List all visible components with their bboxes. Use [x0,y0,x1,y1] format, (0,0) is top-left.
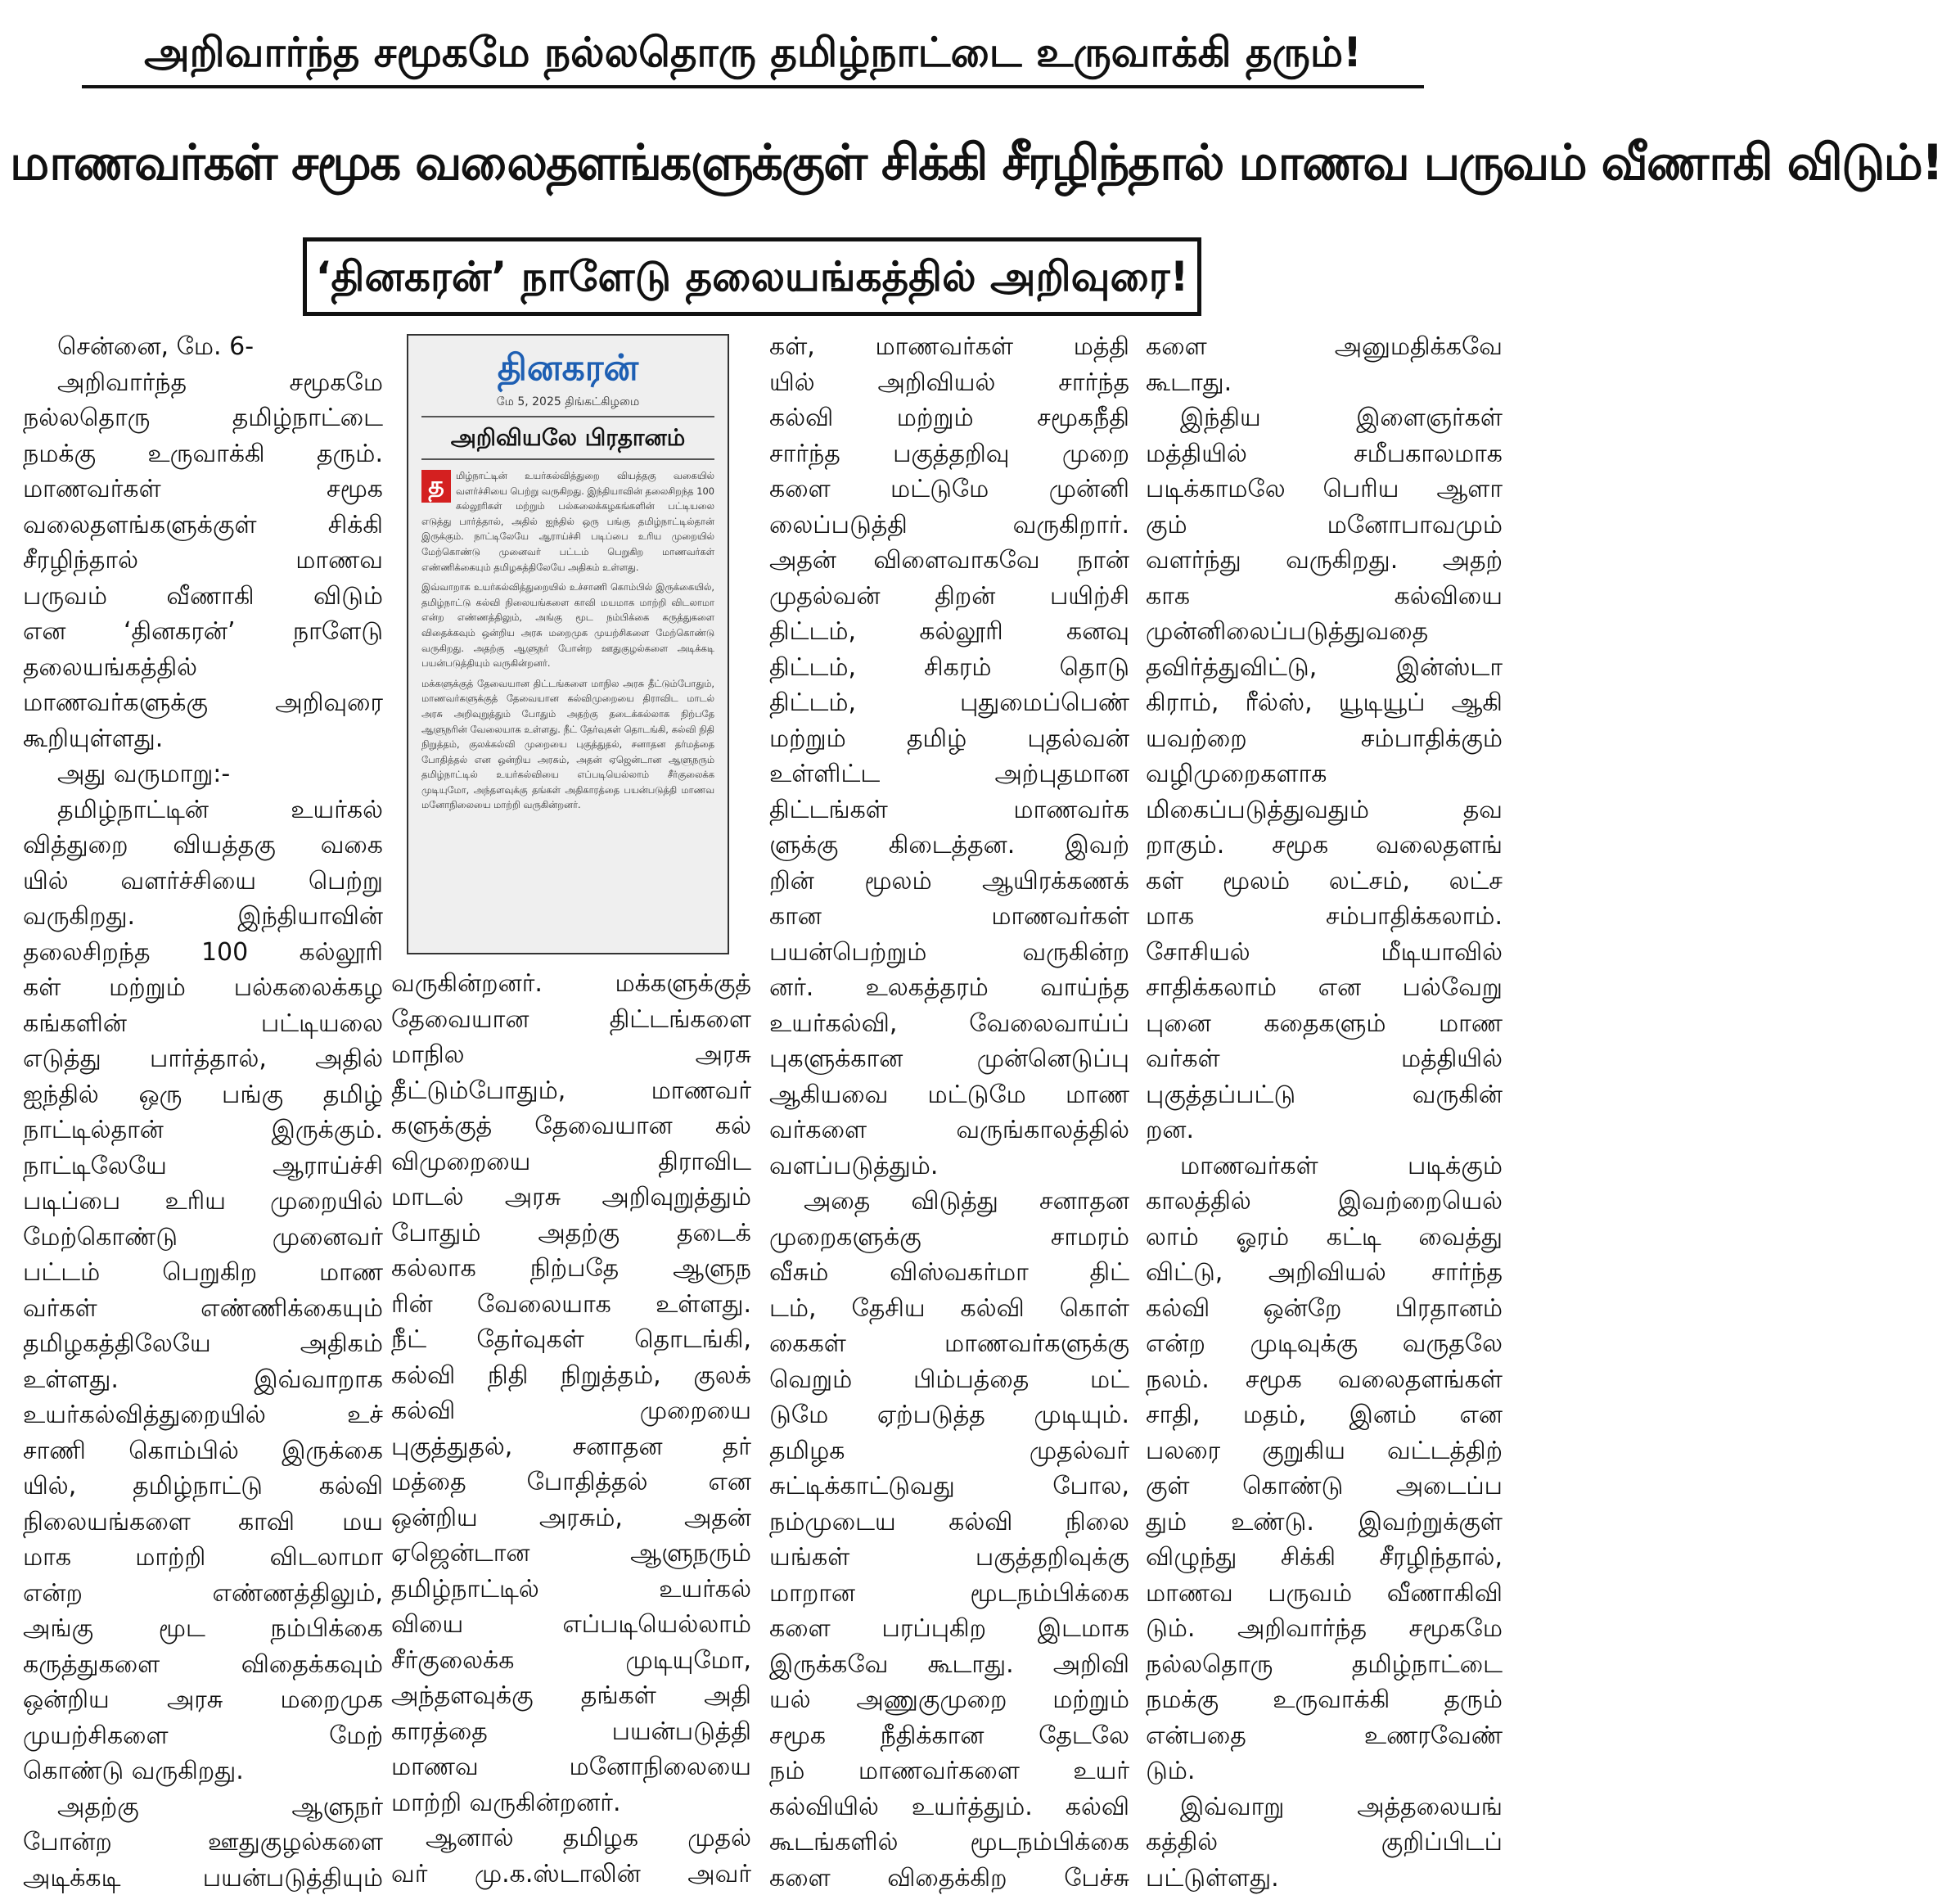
article-line: சமூக நீதிக்கான தேடலே [769,1721,1129,1750]
article-line: வித்துறை வியத்தகு வகை [23,831,383,860]
article-line: திட்டம், புதுமைப்பெண் [769,688,1129,717]
kicker-underline [82,85,1424,88]
editorial-paragraph: இவ்வாறாக உயர்கல்வித்துறையில் உச்சாணி கொம்பில் இருக்கையில், தமிழ்நாட்டு கல்வி நிலையங்களை காவி மயமாக மாற்றி விடலாமா என்ற எண்ணத்திலும், அங்கு மூட நம்பிக்கை கருத்துகளை விதைக்கவும் ஒன்றிய அரசு மறைமுக முயற்சிகளை மேற்கொண்டு வருகிறது. அதற்கு ஆளுநர் போன்ற ஊதுகுழல்களை அடிக்கடி பயன்படுத்தியும் வருகின்றனர். [421,581,714,670]
article-line: வர் மு.க.ஸ்டாலின் அவர் [391,1859,751,1888]
article-line: போதும் அதற்கு தடைக் [391,1218,751,1248]
article-line: தும் உண்டு. இவற்றுக்குள் [1146,1507,1503,1536]
article-line: கல்வி முறையை [391,1396,751,1425]
article-line: நலம். சமூக வலைதளங்கள் [1146,1365,1503,1394]
article-line: யல் அணுகுமுறை மற்றும் [769,1685,1129,1714]
article-line: கல்வி ஒன்றே பிரதானம் [1146,1293,1503,1323]
article-line: சீரழிந்தால் மாணவ [23,546,383,575]
article-column-3 [769,329,1129,1893]
editorial-clipping [407,334,729,954]
article-line: ஏஜென்டான ஆளுநரும் [391,1539,751,1568]
article-line: களை அனுமதிக்கவே [1146,332,1503,361]
article-line: போன்ற ஊதுகுழல்களை [23,1828,383,1857]
article-line: திட்டம், சிகரம் தொடு [769,652,1129,682]
article-line: அறிவார்ந்த சமூகமே [57,368,383,397]
article-line: கான மாணவர்கள் [769,902,1129,931]
article-line: கல்வி மற்றும் சமூகநீதி [769,404,1129,432]
article-line: வளர்ந்து வருகிறது. அதற் [1146,546,1503,575]
article-line: என்பதை உணரவேண் [1146,1721,1503,1750]
article-line: யங்கள் பகுத்தறிவுக்கு [769,1543,1129,1572]
article-line: கும் மனோபாவமும் [1146,510,1503,539]
article-line: நம் மாணவர்களை உயர் [769,1757,1129,1785]
article-line: உள்ளிட்ட அற்புதமான [769,760,1129,788]
article-line: ரின் வேலையாக உள்ளது. [391,1289,751,1319]
article-line: பருவம் வீணாகி விடும் [23,581,383,611]
main-headline: மாணவர்கள் சமூக வலைதளங்களுக்குள் சிக்கி சீரழிந்தால் மாணவ பருவம் வீணாகி விடும்! [10,134,1942,192]
article-line: களை விதைக்கிற பேச்சு [769,1863,1129,1893]
article-line: இருக்கவே கூடாது. அறிவி [769,1649,1129,1679]
article-line: உள்ளது. இவ்வாறாக [23,1365,383,1394]
article-line: ஒன்றிய அரசும், அதன் [391,1503,751,1532]
article-line: அங்கு மூட நம்பிக்கை [23,1614,383,1643]
article-line: நாட்டில்தான் இருக்கும். [23,1116,383,1144]
article-line: கருத்துகளை விதைக்கவும் [23,1649,383,1679]
article-line: வியை எப்படியெல்லாம் [391,1610,751,1639]
article-line: மிகைப்படுத்துவதும் தவ [1146,795,1503,824]
article-column-2 [391,966,751,1888]
article-line: பட்டம் பெறுகிற மாண [23,1258,383,1287]
article-line: சென்னை, மே. 6- [57,332,255,361]
article-line: லைப்படுத்தி வருகிறார். [769,510,1129,539]
article-line: ளுக்கு கிடைத்தன. இவற் [769,831,1129,860]
article-line: படிக்காமலே பெரிய ஆளா [1146,475,1503,503]
article-line: கல்வியில் உயர்த்தும். கல்வி [769,1792,1129,1821]
article-line: நிலையங்களை காவி மய [23,1507,383,1536]
article-line: மத்தை போதித்தல் என [391,1468,751,1496]
article-line: குள் கொண்டு அடைப்ப [1146,1472,1503,1500]
article-line: சுட்டிக்காட்டுவது போல, [769,1472,1129,1500]
article-line: மாணவ மனோநிலையை [391,1753,751,1781]
dropcap-letter: த [421,470,451,503]
article-line: டும். [1146,1757,1196,1785]
article-line: தேவையான திட்டங்களை [391,1004,751,1034]
article-line: கங்களின் பட்டியலை [23,1008,383,1038]
article-line: பட்டுள்ளது. [1146,1863,1279,1893]
article-line: டுமே ஏற்படுத்த முடியும். [769,1401,1129,1429]
article-line: வலைதளங்களுக்குள் சிக்கி [23,510,383,539]
article-line: லாம் ஓரம் கட்டி வைத்து [1146,1222,1503,1252]
article-line: தலைசிறந்த 100 கல்லூரி [23,937,383,967]
article-line: வளப்படுத்தும். [769,1151,939,1180]
article-line: விட்டு, அறிவியல் சார்ந்த [1146,1258,1503,1287]
editorial-body [421,468,714,813]
article-line: சீர்குலைக்க முடியுமோ, [391,1645,751,1675]
article-line: ஆனால் தமிழக முதல் [426,1824,751,1852]
article-line: தலையங்கத்தில் [23,652,198,682]
article-line: நல்லதொரு தமிழ்நாட்டை [23,404,383,432]
kicker-headline: அறிவார்ந்த சமூகமே நல்லதொரு தமிழ்நாட்டை உருவாக்கி தரும்! [144,29,1362,76]
article-line: நாட்டிலேயே ஆராய்ச்சி [23,1151,383,1180]
article-line: களை பரப்புகிற இடமாக [769,1614,1129,1643]
article-line: காக கல்வியை [1146,581,1503,611]
article-line: நீட் தேர்வுகள் தொடங்கி, [391,1325,751,1354]
article-line: நமக்கு உருவாக்கி தரும். [23,439,383,468]
article-line: மாணவர்கள் படிக்கும் [1180,1151,1503,1180]
article-line: சோசியல் மீடியாவில் [1146,937,1503,967]
article-line: தீட்டும்போதும், மாணவர் [391,1076,751,1105]
article-line: திட்டம், கல்லூரி கனவு [769,617,1129,646]
article-line: மாணவர்களுக்கு அறிவுரை [23,688,383,717]
article-line: மாணவ பருவம் வீணாகிவி [1146,1578,1503,1608]
article-line: முயற்சிகளை மேற் [23,1721,383,1750]
article-column-4 [1146,329,1503,1893]
article-line: னர். உலகத்தரம் வாய்ந்த [769,973,1129,1002]
article-line: வர்கள் எண்ணிக்கையும் [23,1293,383,1323]
article-line: மத்தியில் சமீபகாலமாக [1146,439,1503,468]
article-line: கல்லாக நிற்பதே ஆளுந [391,1254,751,1283]
article-line: கூடங்களில் மூடநம்பிக்கை [769,1828,1129,1857]
article-line: நமக்கு உருவாக்கி தரும் [1146,1685,1503,1714]
article-line: படிப்பை உரிய முறையில் [23,1187,383,1216]
article-line: மாடல் அரசு அறிவுறுத்தும் [391,1183,751,1211]
article-line: மாறான மூடநம்பிக்கை [769,1578,1129,1608]
article-line: களுக்குத் தேவையான கல் [391,1112,751,1140]
article-line: கத்தில் குறிப்பிடப் [1146,1828,1503,1857]
article-line: றாகும். சமூக வலைதளங் [1146,831,1503,860]
article-line: அதை விடுத்து சனாதன [804,1187,1129,1216]
editorial-paragraph [421,468,714,575]
article-line: முதல்வன் திறன் பயிற்சி [769,581,1129,611]
article-line: மாற்றி வருகின்றனர். [391,1788,621,1817]
article-line: மாக மாற்றி விடலாமா [23,1543,383,1572]
article-line: கள் மூலம் லட்சம், லட்ச [1146,866,1503,896]
article-line: முறைகளுக்கு சாமரம் [769,1222,1129,1252]
article-line: கூறியுள்ளது. [23,724,164,753]
article-line: வருகிறது. இந்தியாவின் [23,902,383,931]
article-line: தவிர்த்துவிட்டு, இன்ஸ்டா [1146,652,1503,682]
article-line: கூடாது. [1146,368,1232,397]
article-line: சாதிக்கலாம் என பல்வேறு [1146,973,1503,1002]
editorial-paragraph: மக்களுக்குத் தேவையான திட்டங்களை மாநில அரசு தீட்டும்போதும், மாணவர்களுக்குத் தேவையான கல்விமுறையை திராவிட மாடல் அரசு அறிவுறுத்தும் போதும் அதற்கு தடைக்கல்லாக நிற்பதே ஆளுநரின் வேலையாக உள்ளது. நீட் தேர்வுகள் தொடங்கி, கல்வி நிதி நிறுத்தம், குலக்கல்வி முறையை புகுத்துதல், சனாதன தர்மத்தை போதித்தல் என ஒன்றிய அரசும், அதன் ஏஜென்டான ஆளுநரும் தமிழ்நாட்டில் உயர்கல்வியை எப்படியெல்லாம் சீர்குலைக்க முடியுமோ, அந்தளவுக்கு தங்கள் அதிகாரத்தை பயன்படுத்தி மாணவ மனோநிலையை மாற்றி வருகின்றனர். [421,677,714,811]
article-line: வீசும் விஸ்வகர்மா திட் [769,1258,1129,1287]
article-line: வர்களை வருங்காலத்தில் [769,1116,1129,1144]
article-line: சாணி கொம்பில் இருக்கை [23,1436,383,1465]
editorial-title: அறிவியலே பிரதானம் [421,416,714,460]
article-line: இந்திய இளைஞர்கள் [1180,404,1503,432]
article-line: டம், தேசிய கல்வி கொள் [769,1293,1129,1323]
subheadline-box: ‘தினகரன்’ நாளேடு தலையங்கத்தில் அறிவுரை! [303,237,1201,316]
article-line: கல்வி நிதி நிறுத்தம், குலக் [391,1360,751,1390]
article-line: முன்னிலைப்படுத்துவதை [1146,617,1429,646]
article-line: கிராம், ரீல்ஸ், யூடியூப் ஆகி [1146,688,1503,717]
newspaper-logo: தினகரன் [497,347,639,389]
article-line: என ‘தினகரன்’ நாளேடு [23,617,383,646]
article-line: மாணவர்கள் சமூக [23,475,383,503]
article-line: மேற்கொண்டு முனைவர் [23,1222,383,1252]
article-line: பலரை குறுகிய வட்டத்திற் [1146,1436,1503,1465]
article-line: கொண்டு வருகிறது. [23,1757,244,1785]
article-column-1 [23,329,383,1893]
article-line: அதன் விளைவாகவே நான் [769,546,1129,575]
article-line: யில் வளர்ச்சியை பெற்று [23,866,383,896]
article-line: யில் அறிவியல் சார்ந்த [769,368,1129,397]
article-line: விமுறையை திராவிட [391,1147,751,1176]
article-line: சார்ந்த பகுத்தறிவு முறை [769,439,1129,468]
article-line: உயர்கல்வித்துறையில் உச் [23,1401,383,1429]
article-line: தமிழக முதல்வர் [769,1436,1129,1465]
article-line: சாதி, மதம், இனம் என [1146,1401,1503,1429]
article-line: இவ்வாறு அத்தலையங் [1180,1792,1503,1821]
article-line: என்ற எண்ணத்திலும், [23,1578,383,1608]
article-line: நம்முடைய கல்வி நிலை [769,1507,1129,1536]
article-line: அதற்கு ஆளுநர் [57,1792,383,1821]
article-line: அடிக்கடி பயன்படுத்தியும் [23,1863,383,1893]
article-line: புனை கதைகளும் மாண [1146,1008,1503,1038]
article-line: ஒன்றிய அரசு மறைமுக [23,1685,383,1714]
article-line: வருகின்றனர். மக்களுக்குத் [391,969,751,998]
article-line: வெறும் பிம்பத்தை மட் [769,1365,1129,1394]
article-line: யவற்றை சம்பாதிக்கும் [1146,724,1503,753]
article-line: வர்கள் மத்தியில் [1146,1044,1503,1073]
article-line: அது வருமாறு:- [57,760,231,788]
article-line: உயர்கல்வி, வேலைவாய்ப் [769,1008,1129,1038]
article-line: அந்தளவுக்கு தங்கள் அதி [391,1681,751,1710]
article-line: கைகள் மாணவர்களுக்கு [769,1329,1129,1358]
editorial-paragraph-text: மிழ்நாட்டின் உயர்கல்வித்துறை வியத்தகு வகையில் வளர்ச்சியை பெற்று வருகிறது. இந்தியாவின் தலைசிறந்த 100 கல்லூரிகள் மற்றும் பல்கலைக்கழகங்களின் பட்டியலை எடுத்து பார்த்தால், அதில் ஐந்தில் ஒரு பங்கு தமிழ்நாட்டில்தான் இருக்கும். நாட்டிலேயே ஆராய்ச்சி படிப்பை உரிய முறையில் மேற்கொண்டு முனைவர் பட்டம் பெறுகிற மாணவர்கள் எண்ணிக்கையும் தமிழகத்திலேயே அதிகம் உள்ளது. [421,470,714,573]
article-line: காரத்தை பயன்படுத்தி [391,1717,751,1746]
article-line: காலத்தில் இவற்றையெல் [1146,1187,1503,1216]
article-line: பயன்பெற்றும் வருகின்ற [769,937,1129,967]
article-line: றன. [1146,1116,1195,1144]
article-line: புகுத்தப்பட்டு வருகின் [1146,1080,1503,1109]
article-line: தமிழ்நாட்டின் உயர்கல் [57,795,383,824]
article-line: தமிழ்நாட்டில் உயர்கல் [391,1574,751,1604]
article-line: வழிமுறைகளாக [1146,760,1327,788]
article-line: தமிழகத்திலேயே அதிகம் [23,1329,383,1358]
clipping-date: மே 5, 2025 திங்கட்கிழமை [496,395,640,408]
article-line: புகளுக்கான முன்னெடுப்பு [769,1044,1129,1073]
article-line: மாநில அரசு [391,1040,751,1069]
article-line: களை மட்டுமே முன்னி [769,475,1129,503]
article-line: புகுத்துதல், சனாதன தர் [391,1432,751,1461]
article-line: எடுத்து பார்த்தால், அதில் [23,1044,383,1073]
article-line: மாக சம்பாதிக்கலாம். [1146,902,1503,931]
article-line: விழுந்து சிக்கி சீரழிந்தால், [1146,1543,1503,1572]
article-line: றின் மூலம் ஆயிரக்கணக் [769,866,1129,896]
article-line: ஆகியவை மட்டுமே மாண [769,1080,1129,1109]
article-line: மற்றும் தமிழ் புதல்வன் [769,724,1129,753]
article-line: டும். அறிவார்ந்த சமூகமே [1146,1614,1503,1643]
article-line: என்ற முடிவுக்கு வருதலே [1146,1329,1503,1358]
article-line: யில், தமிழ்நாட்டு கல்வி [23,1472,383,1500]
article-line: கள், மாணவர்கள் மத்தி [769,332,1129,361]
article-line: திட்டங்கள் மாணவர்க [769,795,1129,824]
article-line: கள் மற்றும் பல்கலைக்கழ [23,973,383,1002]
article-line: நல்லதொரு தமிழ்நாட்டை [1146,1649,1503,1679]
article-line: ஐந்தில் ஒரு பங்கு தமிழ் [23,1080,383,1109]
